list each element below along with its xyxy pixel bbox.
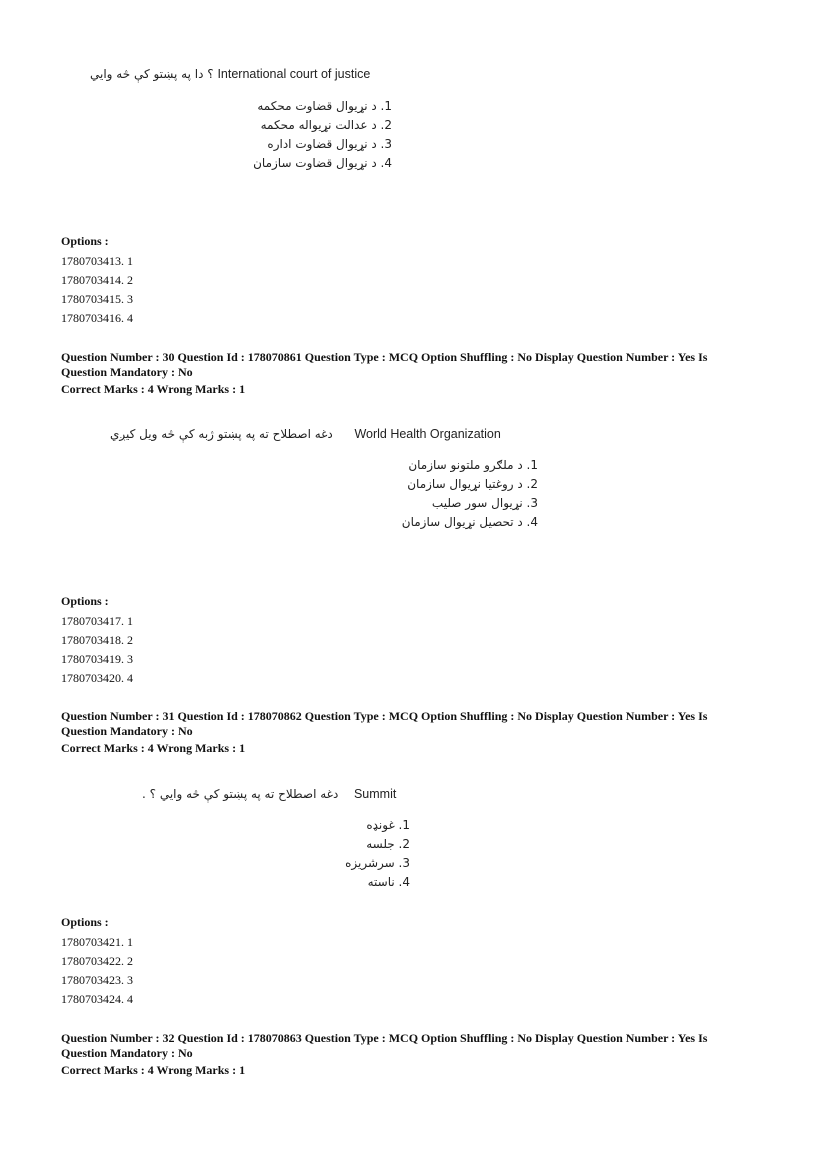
q30-meta [61, 350, 707, 397]
q30-option-1: 1. د ملګرو ملتونو سازمان [408, 458, 538, 472]
q30-option-3: 3. نړیوال سور صلیب [431, 496, 538, 510]
q30-option-id-4: 1780703420. 4 [61, 671, 133, 685]
q31-meta [61, 709, 707, 756]
q29-option-ids [61, 252, 133, 328]
q29-option-1: 1. د نړیوال قضاوت محکمه [257, 99, 392, 113]
q31-stem [142, 787, 396, 801]
q32-meta-line2: Question Mandatory : No [61, 1046, 193, 1060]
q32-marks: Correct Marks : 4 Wrong Marks : 1 [61, 1063, 246, 1077]
q31-stem-latin: Summit [353, 787, 397, 801]
q30-option-id-3: 1780703419. 3 [61, 652, 133, 666]
q32-meta-line1: Question Number : 32 Question Id : 178070863 Question Type : MCQ Option Shuffling : No Display Question Number : Yes Is [61, 1031, 708, 1045]
q31-option-ids [61, 933, 133, 1009]
q29-option-id-1: 1780703413. 1 [61, 254, 133, 268]
q31-option-3: 3. سرشریزه [345, 856, 410, 870]
q31-option-list [300, 818, 410, 894]
q31-option-1: 1. غونډه [366, 818, 410, 832]
q30-meta-line1: Question Number : 30 Question Id : 178070861 Question Type : MCQ Option Shuffling : No Display Question Number : Yes Is [61, 350, 708, 364]
q30-stem [110, 427, 501, 441]
q31-meta-line1: Question Number : 31 Question Id : 178070862 Question Type : MCQ Option Shuffling : No Display Question Number : Yes Is [61, 709, 708, 723]
q30-option-id-2: 1780703418. 2 [61, 633, 133, 647]
q30-option-list [338, 458, 538, 534]
q31-option-4: 4. ناسته [367, 875, 410, 889]
q29-stem-latin: International court of justice [217, 67, 371, 81]
q29-stem [90, 67, 370, 81]
q30-marks: Correct Marks : 4 Wrong Marks : 1 [61, 382, 246, 396]
q29-option-id-4: 1780703416. 4 [61, 311, 133, 325]
q29-option-3: 3. د نړیوال قضاوت اداره [267, 137, 392, 151]
q30-option-id-1: 1780703417. 1 [61, 614, 133, 628]
q31-option-2: 2. جلسه [366, 837, 410, 851]
q32-meta [61, 1031, 707, 1078]
q30-option-2: 2. د روغتیا نړیوال سازمان [407, 477, 538, 491]
q31-options-label: Options : [61, 915, 109, 929]
q29-option-id-2: 1780703414. 2 [61, 273, 133, 287]
q30-options-label: Options : [61, 594, 109, 608]
q31-option-id-3: 1780703423. 3 [61, 973, 133, 987]
q29-options-label: Options : [61, 234, 109, 248]
q31-meta-line2: Question Mandatory : No [61, 724, 193, 738]
q29-option-list [190, 99, 392, 175]
q29-stem-rtl: ؟ دا په پښتو کې څه وايي [90, 67, 214, 81]
q30-stem-latin: World Health Organization [354, 427, 501, 441]
q31-marks: Correct Marks : 4 Wrong Marks : 1 [61, 741, 246, 755]
q30-option-ids [61, 612, 133, 688]
q31-option-id-2: 1780703422. 2 [61, 954, 133, 968]
q29-option-id-3: 1780703415. 3 [61, 292, 133, 306]
q30-stem-rtl: دغه اصطلاح ته په پښتو ژبه کې څه ویل کیږي [110, 427, 333, 441]
q29-option-2: 2. د عدالت نړیواله محکمه [260, 118, 392, 132]
q30-option-4: 4. د تحصیل نړیوال سازمان [401, 515, 538, 529]
q30-meta-line2: Question Mandatory : No [61, 365, 193, 379]
q29-option-4: 4. د نړیوال قضاوت سازمان [253, 156, 392, 170]
q31-stem-rtl: دغه اصطلاح ته په پښتو کې څه وايي ؟ . [142, 787, 339, 801]
q31-option-id-4: 1780703424. 4 [61, 992, 133, 1006]
q31-option-id-1: 1780703421. 1 [61, 935, 133, 949]
